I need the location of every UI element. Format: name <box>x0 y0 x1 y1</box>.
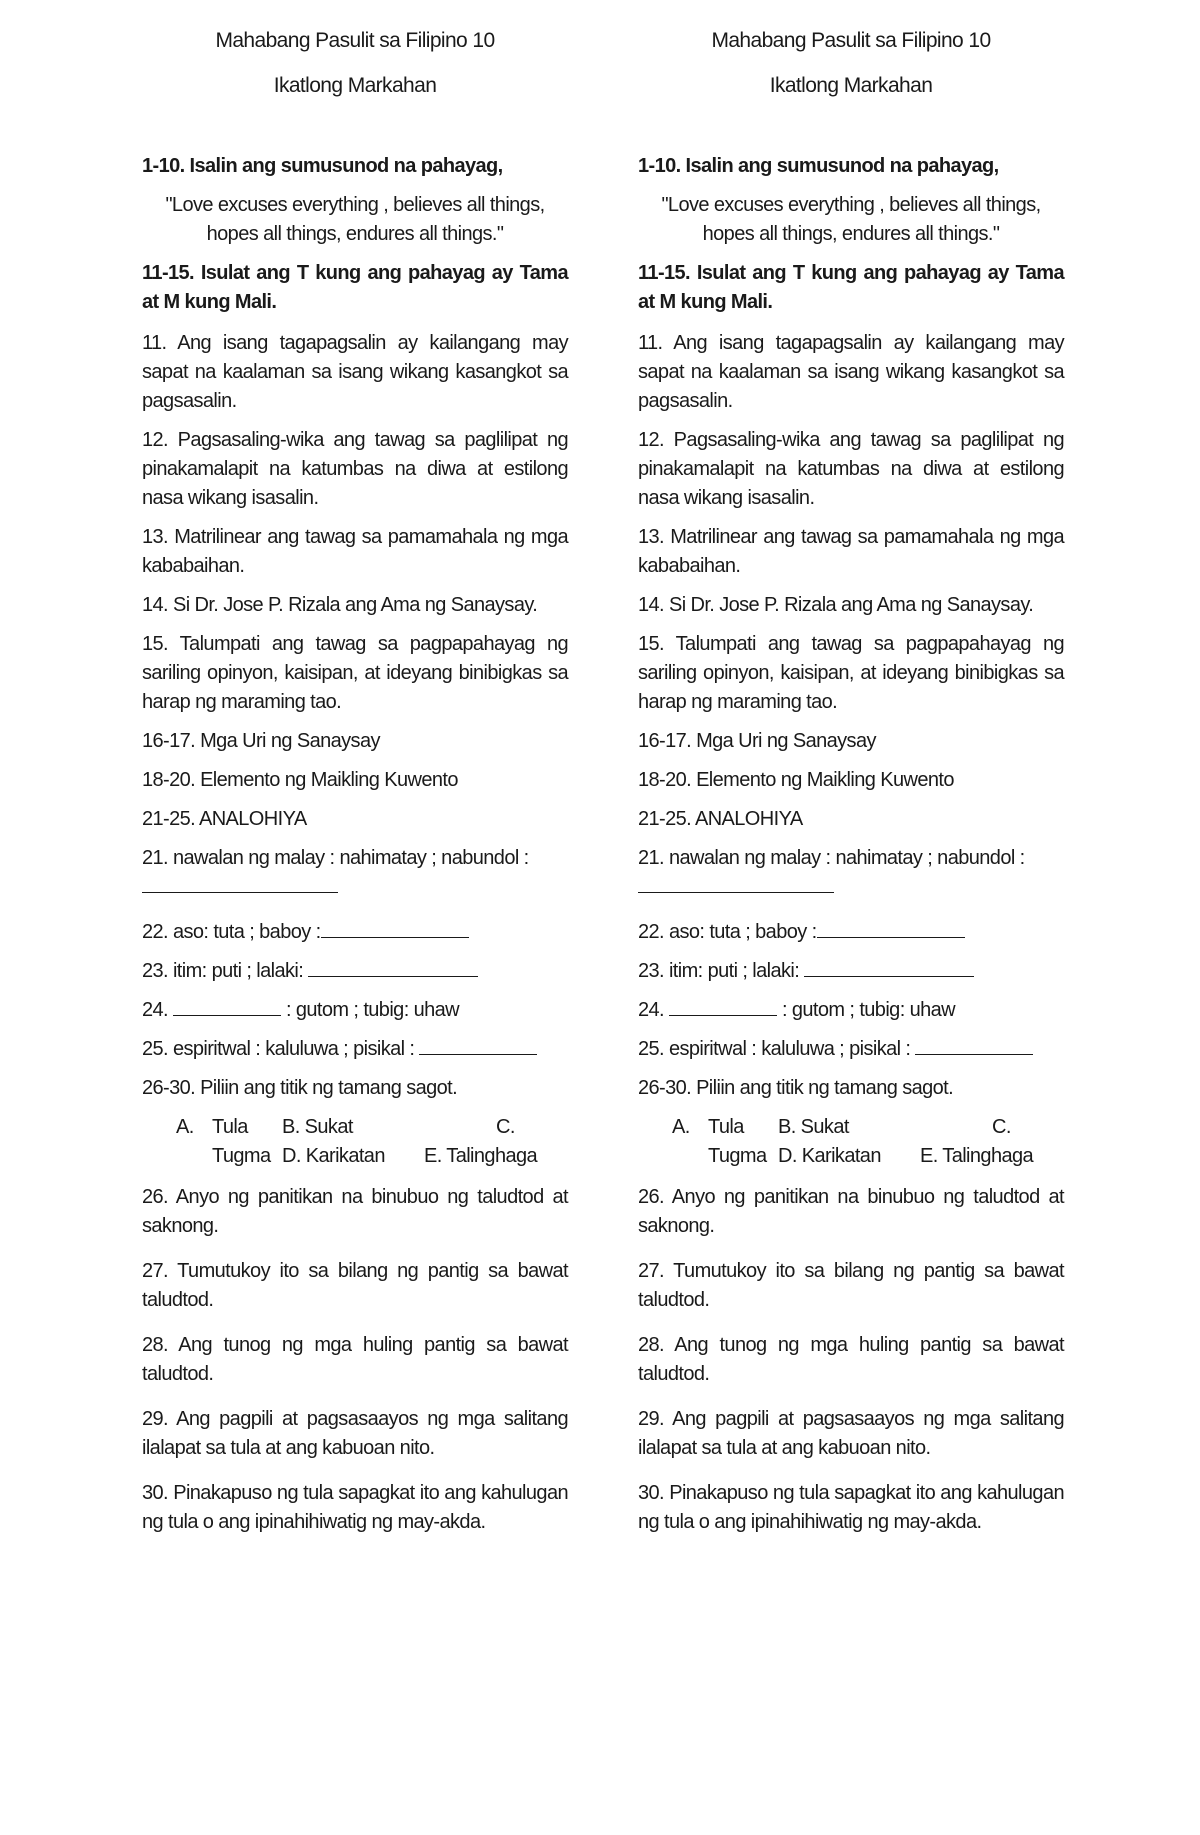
section-title-true-false: 11-15. Isulat ang T kung ang pahayag ay Tama at M kung Mali. <box>142 262 568 313</box>
question-22 <box>638 918 1064 947</box>
section-types-of-essay: 16-17. Mga Uri ng Sanaysay <box>142 730 380 752</box>
question-21-text: 21. nawalan ng malay : nahimatay ; nabundol : <box>142 847 529 869</box>
choice-d: D. Karikatan <box>282 1145 385 1167</box>
answer-blank-24 <box>173 999 281 1016</box>
answer-blank-24 <box>669 999 777 1016</box>
question-24-text: : gutom ; tubig: uhaw <box>285 999 460 1021</box>
answer-blank-22 <box>817 921 965 938</box>
quote-line-2: hopes all things, endures all things." <box>206 223 504 245</box>
choice-list <box>142 1113 568 1171</box>
section-short-story-elements: 18-20. Elemento ng Maikling Kuwento <box>638 769 954 791</box>
section-title-translate: 1-10. Isalin ang sumusunod na pahayag, <box>142 155 503 177</box>
question-22-text: 22. aso: tuta ; baboy : <box>638 921 817 943</box>
question-24 <box>638 996 1064 1025</box>
section-multiple-choice: 26-30. Piliin ang titik ng tamang sagot. <box>638 1077 954 1099</box>
question-21 <box>142 844 568 902</box>
quote-to-translate <box>638 191 1064 249</box>
section-title-translate: 1-10. Isalin ang sumusunod na pahayag, <box>638 155 999 177</box>
question-29: 29. Ang pagpili at pagsasaayos ng mga salitang ilalapat sa tula at ang kabuoan nito. <box>638 1408 1064 1459</box>
answer-blank-25 <box>419 1038 537 1055</box>
question-15: 15. Talumpati ang tawag sa pagpapahayag ng sariling opinyon, kaisipan, at ideyang binibigkas sa harap ng maraming tao. <box>638 633 1064 713</box>
answer-blank-23 <box>308 960 478 977</box>
section-multiple-choice: 26-30. Piliin ang titik ng tamang sagot. <box>142 1077 458 1099</box>
question-15: 15. Talumpati ang tawag sa pagpapahayag ng sariling opinyon, kaisipan, at ideyang binibigkas sa harap ng maraming tao. <box>142 633 568 713</box>
question-24-number: 24. <box>142 999 169 1021</box>
question-30: 30. Pinakapuso ng tula sapagkat ito ang kahulugan ng tula o ang ipinahihiwatig ng may-akda. <box>638 1482 1064 1533</box>
question-29: 29. Ang pagpili at pagsasaayos ng mga salitang ilalapat sa tula at ang kabuoan nito. <box>142 1408 568 1459</box>
question-23 <box>638 957 1064 986</box>
section-analogy: 21-25. ANALOHIYA <box>638 808 803 830</box>
choice-c-text: Tugma <box>708 1145 767 1167</box>
question-21 <box>638 844 1064 902</box>
answer-blank-21 <box>142 876 338 893</box>
quote-line-2: hopes all things, endures all things." <box>702 223 1000 245</box>
choice-a-text: Tula <box>708 1116 744 1138</box>
question-25-text: 25. espiritwal : kaluluwa ; pisikal : <box>638 1038 911 1060</box>
choice-c-letter: C. <box>992 1116 1011 1138</box>
quote-line-1: "Love excuses everything , believes all things, <box>661 194 1041 216</box>
choice-e: E. Talinghaga <box>920 1145 1034 1167</box>
choice-d: D. Karikatan <box>778 1145 881 1167</box>
question-21-text: 21. nawalan ng malay : nahimatay ; nabundol : <box>638 847 1025 869</box>
answer-blank-23 <box>804 960 974 977</box>
choice-a-letter: A. <box>176 1116 194 1138</box>
exam-title: Mahabang Pasulit sa Filipino 10 <box>215 29 495 52</box>
question-26: 26. Anyo ng panitikan na binubuo ng taludtod at saknong. <box>638 1186 1064 1237</box>
question-22-text: 22. aso: tuta ; baboy : <box>142 921 321 943</box>
exam-copy-right <box>638 0 1064 1537</box>
choice-c-text: Tugma <box>212 1145 271 1167</box>
section-short-story-elements: 18-20. Elemento ng Maikling Kuwento <box>142 769 458 791</box>
section-types-of-essay: 16-17. Mga Uri ng Sanaysay <box>638 730 876 752</box>
quote-line-1: "Love excuses everything , believes all things, <box>165 194 545 216</box>
question-27: 27. Tumutukoy ito sa bilang ng pantig sa bawat taludtod. <box>142 1260 568 1311</box>
quote-to-translate <box>142 191 568 249</box>
question-23-text: 23. itim: puti ; lalaki: <box>142 960 304 982</box>
question-11: 11. Ang isang tagapagsalin ay kailangang may sapat na kaalaman sa isang wikang kasangkot sa pagsasalin. <box>142 332 568 412</box>
section-analogy: 21-25. ANALOHIYA <box>142 808 307 830</box>
question-28: 28. Ang tunog ng mga huling pantig sa bawat taludtod. <box>638 1334 1064 1385</box>
answer-blank-25 <box>915 1038 1033 1055</box>
question-12: 12. Pagsasaling-wika ang tawag sa paglilipat ng pinakamalapit na katumbas na diwa at estilong nasa wikang isasalin. <box>638 429 1064 509</box>
choice-list <box>638 1113 1064 1171</box>
exam-copy-left <box>142 0 568 1537</box>
question-11: 11. Ang isang tagapagsalin ay kailangang may sapat na kaalaman sa isang wikang kasangkot sa pagsasalin. <box>638 332 1064 412</box>
question-13: 13. Matrilinear ang tawag sa pamamahala ng mga kababaihan. <box>142 526 568 577</box>
question-23 <box>142 957 568 986</box>
exam-title: Mahabang Pasulit sa Filipino 10 <box>711 29 991 52</box>
question-24-number: 24. <box>638 999 665 1021</box>
question-12: 12. Pagsasaling-wika ang tawag sa paglilipat ng pinakamalapit na katumbas na diwa at estilong nasa wikang isasalin. <box>142 429 568 509</box>
question-23-text: 23. itim: puti ; lalaki: <box>638 960 800 982</box>
question-25-text: 25. espiritwal : kaluluwa ; pisikal : <box>142 1038 415 1060</box>
question-27: 27. Tumutukoy ito sa bilang ng pantig sa bawat taludtod. <box>638 1260 1064 1311</box>
question-24 <box>142 996 568 1025</box>
choice-b: B. Sukat <box>282 1116 353 1138</box>
choice-a-text: Tula <box>212 1116 248 1138</box>
quarter-label: Ikatlong Markahan <box>273 74 437 97</box>
question-14: 14. Si Dr. Jose P. Rizala ang Ama ng Sanaysay. <box>638 594 1034 616</box>
question-30: 30. Pinakapuso ng tula sapagkat ito ang kahulugan ng tula o ang ipinahihiwatig ng may-akda. <box>142 1482 568 1533</box>
question-25 <box>142 1035 568 1064</box>
choice-e: E. Talinghaga <box>424 1145 538 1167</box>
question-24-text: : gutom ; tubig: uhaw <box>781 999 956 1021</box>
question-22 <box>142 918 568 947</box>
quarter-label: Ikatlong Markahan <box>769 74 933 97</box>
question-13: 13. Matrilinear ang tawag sa pamamahala ng mga kababaihan. <box>638 526 1064 577</box>
choice-a-letter: A. <box>672 1116 690 1138</box>
section-title-true-false: 11-15. Isulat ang T kung ang pahayag ay Tama at M kung Mali. <box>638 262 1064 313</box>
answer-blank-21 <box>638 876 834 893</box>
answer-blank-22 <box>321 921 469 938</box>
question-28: 28. Ang tunog ng mga huling pantig sa bawat taludtod. <box>142 1334 568 1385</box>
choice-c-letter: C. <box>496 1116 515 1138</box>
choice-b: B. Sukat <box>778 1116 849 1138</box>
question-14: 14. Si Dr. Jose P. Rizala ang Ama ng Sanaysay. <box>142 594 538 616</box>
question-26: 26. Anyo ng panitikan na binubuo ng taludtod at saknong. <box>142 1186 568 1237</box>
question-25 <box>638 1035 1064 1064</box>
